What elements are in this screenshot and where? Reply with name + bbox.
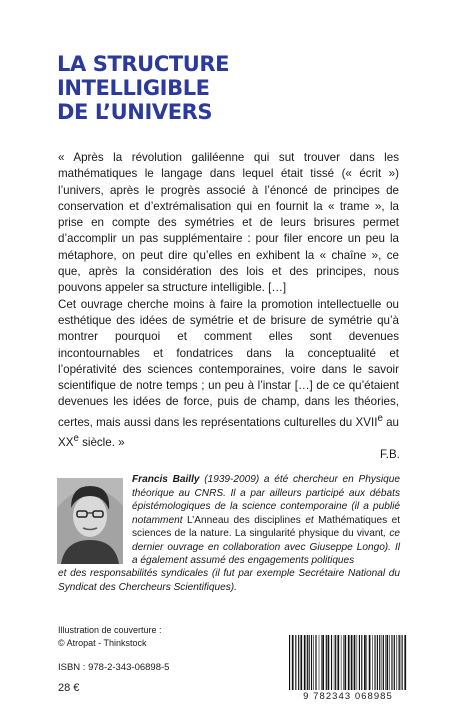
barcode-bar bbox=[357, 635, 358, 690]
author-name: Francis Bailly bbox=[132, 474, 200, 485]
barcode-bar bbox=[364, 635, 366, 690]
barcode-bar bbox=[386, 635, 388, 690]
book-reference: L’Anneau des disciplines bbox=[186, 514, 301, 526]
barcode-bar bbox=[394, 635, 395, 690]
cover-credit-line: © Atropat - Thinkstock bbox=[58, 638, 147, 648]
barcode-bar bbox=[307, 635, 308, 690]
blurb-description-paragraph bbox=[58, 297, 399, 451]
title-line: DE L’UNIVERS bbox=[57, 100, 213, 124]
barcode-bar bbox=[351, 635, 353, 690]
barcode-bar bbox=[311, 635, 312, 690]
barcode-bar bbox=[334, 635, 335, 690]
barcode-bar bbox=[321, 635, 322, 690]
cover-credit-line: Illustration de couverture : bbox=[58, 625, 162, 635]
barcode-bar bbox=[343, 635, 344, 690]
barcode-bar bbox=[372, 635, 373, 690]
author-dates: (1939-2009) bbox=[199, 474, 260, 485]
price: 28 € bbox=[58, 682, 80, 694]
barcode-bar bbox=[322, 635, 324, 690]
barcode-bar bbox=[374, 635, 375, 690]
signature: F.B. bbox=[380, 449, 400, 461]
isbn: ISBN : 978-2-343-06898-5 bbox=[58, 662, 170, 673]
author-bio-continued bbox=[58, 567, 400, 594]
barcode-bar bbox=[326, 635, 327, 690]
barcode-bar bbox=[304, 635, 306, 690]
barcode-bar bbox=[369, 635, 371, 690]
barcode-bar bbox=[313, 635, 314, 690]
barcode-bar bbox=[315, 635, 316, 690]
barcode-bar bbox=[316, 635, 317, 690]
barcode-bar bbox=[348, 635, 350, 690]
blurb-text: siècle. » bbox=[78, 435, 125, 449]
barcode-bar bbox=[309, 635, 310, 690]
author-bio-text: , ce dernier ouvrage en collaboration avec Giuseppe Longo). Il a également assumé des engagements politiques bbox=[132, 528, 400, 567]
barcode-bar bbox=[391, 635, 392, 690]
barcode-bar bbox=[337, 635, 339, 690]
barcode-bar bbox=[354, 635, 356, 690]
cover-credit bbox=[58, 624, 162, 650]
blurb-text: au XX bbox=[58, 415, 400, 449]
author-photo bbox=[57, 478, 123, 564]
barcode-bar bbox=[344, 635, 346, 690]
barcode-bar bbox=[359, 635, 360, 690]
barcode bbox=[287, 635, 407, 690]
barcode-bar bbox=[383, 635, 384, 690]
barcode-bar bbox=[300, 635, 302, 690]
barcode-bar bbox=[289, 635, 290, 690]
barcode-bar bbox=[361, 635, 362, 690]
superscript: e bbox=[377, 412, 383, 424]
author-bio bbox=[132, 473, 400, 568]
barcode-bar bbox=[402, 635, 403, 690]
barcode-bar bbox=[298, 635, 299, 690]
barcode-bar bbox=[295, 635, 296, 690]
author-bio-paragraph bbox=[132, 473, 400, 568]
barcode-number: 9 782343 068985 bbox=[303, 691, 393, 702]
barcode-bar bbox=[398, 635, 399, 690]
barcode-bar bbox=[331, 635, 332, 690]
barcode-bar bbox=[399, 635, 400, 690]
author-bio-text: et des responsabilités syndicales (il fut par exemple Secrétaire National du Syndicat des Chercheurs Scientifiques). bbox=[58, 568, 400, 593]
barcode-bar bbox=[396, 635, 397, 690]
barcode-bar bbox=[389, 635, 390, 690]
title-line: LA STRUCTURE bbox=[57, 52, 230, 76]
barcode-bar bbox=[335, 635, 336, 690]
barcode-bar bbox=[385, 635, 386, 690]
author-bio-text: a été chercheur en Physique théorique au CNRS. Il a par ailleurs participé aux débats épistémologiques de la science contemporaine (il a publié notamment bbox=[132, 474, 400, 526]
blurb-text: Cet ouvrage cherche moins à faire la promotion intellectuelle ou esthétique des idées de symétrie et de brisure de symétrie qu’à montrer pourquoi et comment elles sont devenues incontournables et fondatrices dans la conceptualité et l’opérativité des sciences contemporaines, voire dans le savoir scientifique de notre temps ; un peu à l’instar […] de ce qu’étaient devenues les idées de force, puis de champ, dans les théories, certes, mais aussi dans les représentations culturelles du XVII bbox=[58, 297, 399, 429]
superscript: e bbox=[73, 432, 79, 444]
barcode-bar bbox=[292, 635, 294, 690]
barcode-bar bbox=[366, 635, 367, 690]
title-line: INTELLIGIBLE bbox=[57, 76, 210, 100]
barcode-bar bbox=[404, 635, 406, 690]
barcode-bar bbox=[341, 635, 342, 690]
barcode-bar bbox=[392, 635, 393, 690]
barcode-bar bbox=[328, 635, 330, 690]
book-title bbox=[57, 52, 307, 124]
barcode-bar bbox=[319, 635, 320, 690]
book-reference: Mathématiques et sciences de la nature. La singularité physique du vivant bbox=[132, 514, 401, 540]
barcode-bar bbox=[379, 635, 380, 690]
barcode-bar bbox=[382, 635, 383, 690]
blurb bbox=[58, 150, 399, 451]
barcode-bar bbox=[377, 635, 378, 690]
blurb-quote-paragraph: « Après la révolution galiléenne qui sut trouver dans les mathématiques le langage dans lequel était tissé (« écrit ») l’univers, après le progrès associé à l’énoncé de principes de conservation et d’extrémalisation qui en fournit la « trame », la prise en compte des symétries et de leurs brisures permet d’accomplir un pas supplémentaire : pour filer encore un peu la métaphore, on peut dire qu’elles en exhibent la « chaîne », ce que, après la considération des lois et des principes, nous pouvons appeler sa structure intelligible. […] bbox=[58, 151, 399, 295]
author-bio-text: et bbox=[300, 514, 319, 526]
